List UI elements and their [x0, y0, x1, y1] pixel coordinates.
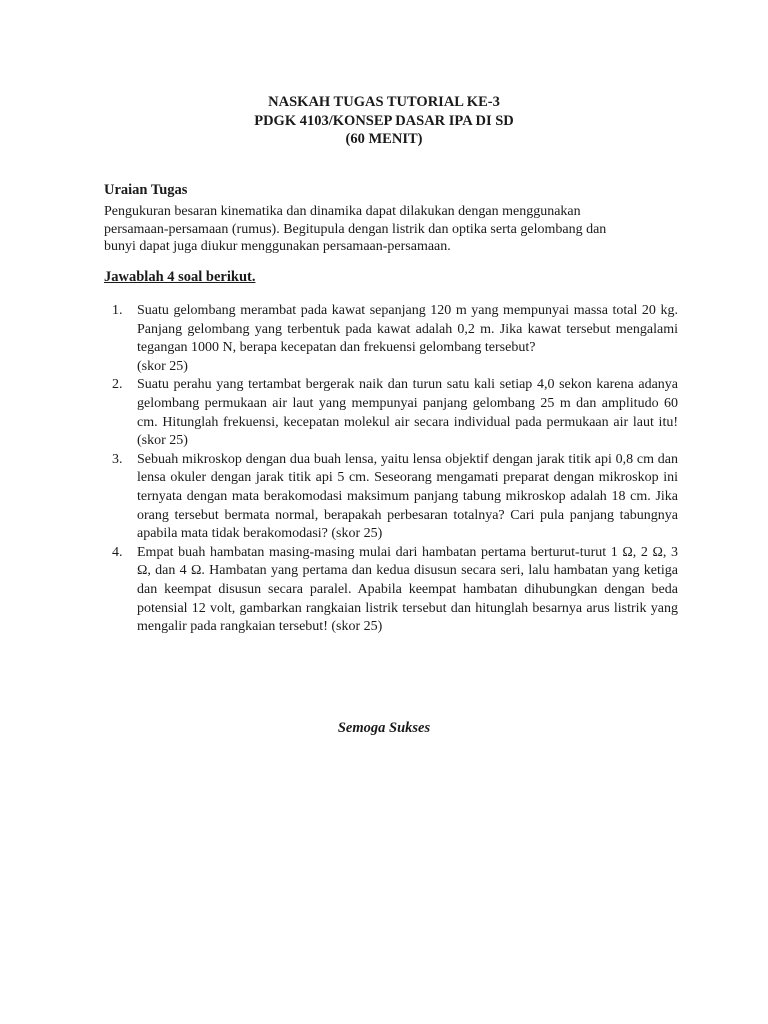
title-line-2: PDGK 4103/KONSEP DASAR IPA DI SD: [254, 112, 514, 129]
list-item: [104, 376, 678, 450]
list-item: [104, 451, 678, 544]
question-number: 4.: [112, 544, 123, 560]
question-number: 2.: [112, 377, 123, 393]
question-text: Empat buah hambatan masing-masing mulai dari hambatan pertama berturut-turut 1 Ω, 2 Ω, 3 Ω, dan 4 Ω. Hambatan yang pertama dan kedua disusun secara seri, lalu hambatan yang ketiga dan keempat disusun secara paralel. Apabila keempat hambatan dihubungkan dengan beda potensial 12 volt, gambarkan rangkaian listrik tersebut dan hitunglah besarnya arus listrik yang mengalir pada rangkaian tersebut! (skor 25): [137, 544, 678, 635]
instruction-heading: Jawablah 4 soal berikut.: [104, 269, 256, 285]
section-heading: Uraian Tugas: [104, 182, 188, 198]
question-list: [104, 302, 678, 637]
intro-paragraph: Pengukuran besaran kinematika dan dinamika dapat dilakukan dengan menggunakan persamaan-persamaan (rumus). Begitupula dengan listrik dan optika serta gelombang dan bunyi dapat juga diukur menggunakan persamaan-persamaan.: [104, 204, 607, 254]
question-text: Sebuah mikroskop dengan dua buah lensa, yaitu lensa objektif dengan jarak titik api 0,8 cm dan lensa okuler dengan jarak titik api 5 cm. Seseorang mengamati preparat dengan mikroskop ini ternyata dengan mata berakomodasi maksimum panjang tabung mikroskop adalah 18 cm. Jika orang tersebut bermata normal, berapakah perbesaran totalnya? Cari pula panjang tabungnya apabila mata tidak berakomodasi? (skor 25): [137, 451, 678, 542]
list-item: [104, 544, 678, 637]
question-text: Suatu gelombang merambat pada kawat sepanjang 120 m yang mempunyai massa total 20 kg. Panjang gelombang yang terbentuk pada kawat adalah 0,2 m. Jika kawat tersebut mengalami tegangan 1000 N, berapa kecepatan dan frekuensi gelombang tersebut?: [137, 303, 678, 356]
document-title-block: [0, 93, 768, 149]
question-number: 1.: [112, 303, 123, 318]
closing-text: Semoga Sukses: [337, 720, 431, 736]
question-score: (skor 25): [137, 358, 188, 374]
question-text: Suatu perahu yang tertambat bergerak naik dan turun satu kali setiap 4,0 sekon karena adanya gelombang permukaan air laut yang mempunyai panjang gelombang 25 m dan amplitudo 60 cm. Hitunglah frekuensi, kecepatan molekul air secara individual pada permukaan air laut itu! (skor 25): [137, 377, 678, 449]
title-line-1: NASKAH TUGAS TUTORIAL KE-3: [268, 94, 500, 110]
question-number: 3.: [112, 451, 123, 467]
list-item: [104, 302, 678, 376]
title-line-3: (60 MENIT): [345, 131, 423, 147]
